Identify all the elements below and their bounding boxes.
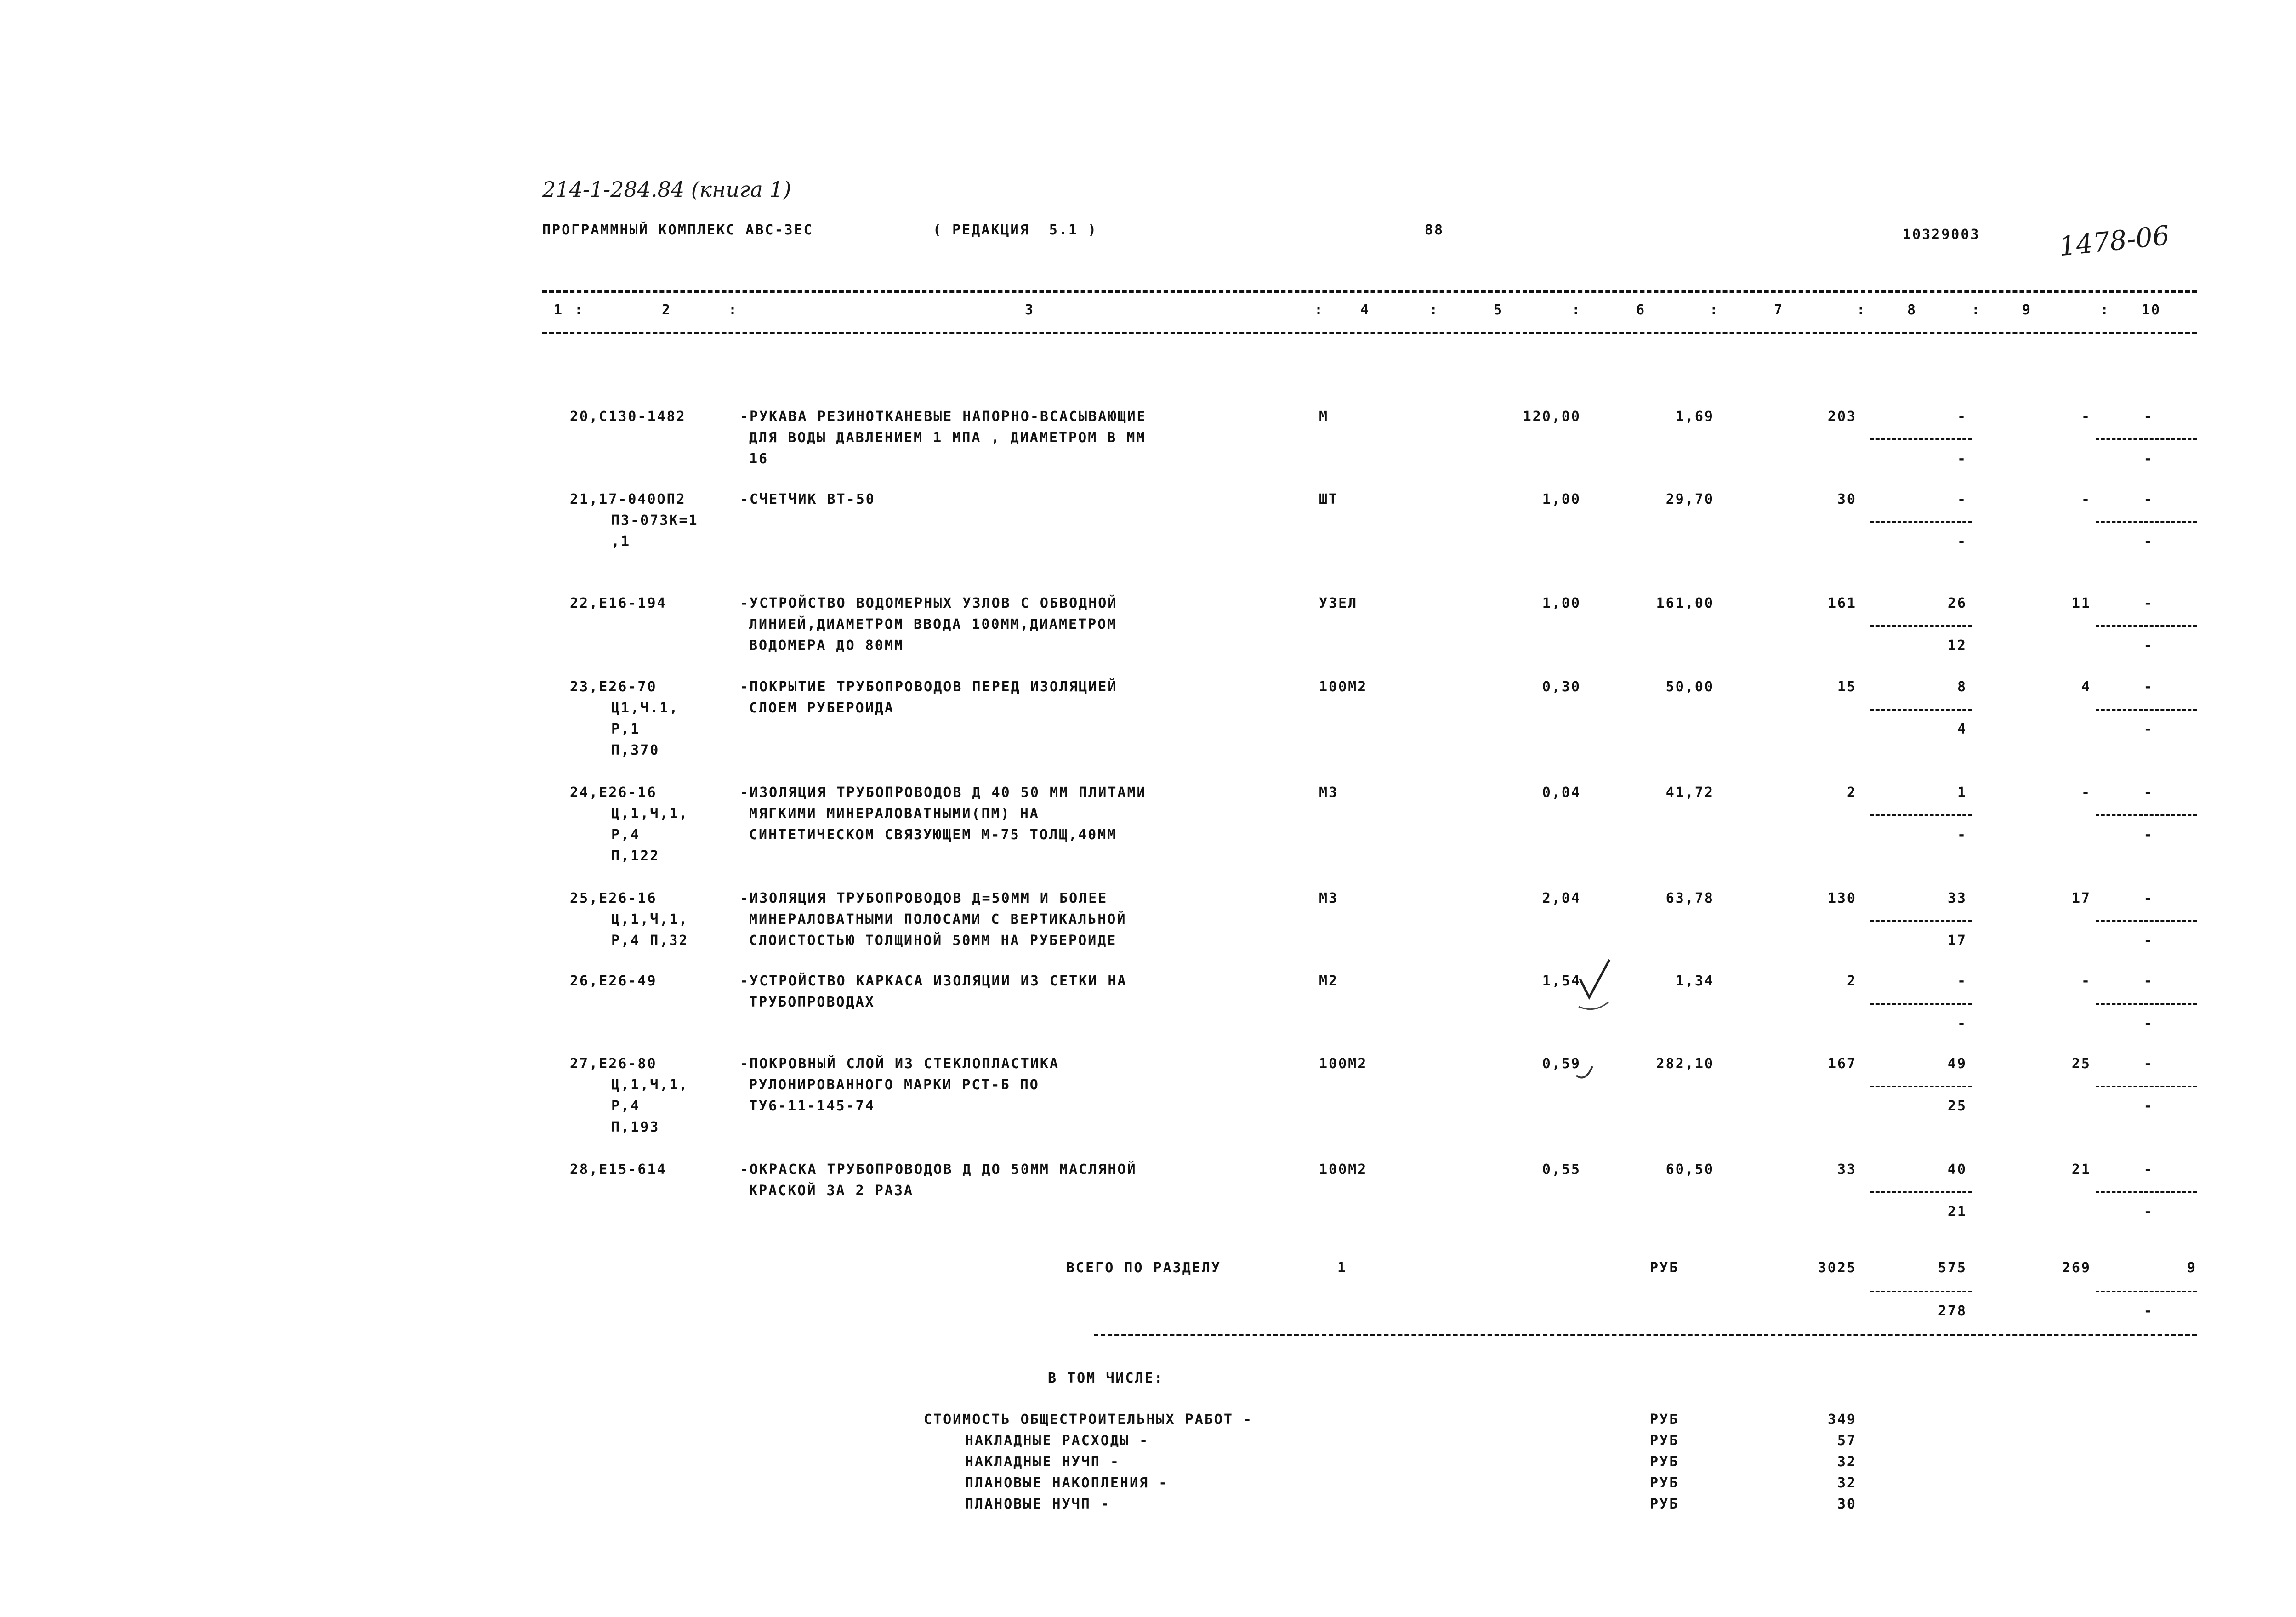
row-col8-rule [1870, 521, 1972, 523]
summary-label: ВСЕГО ПО РАЗДЕЛУ [1066, 1260, 1221, 1276]
column-header-6: 6 [1636, 302, 1646, 318]
page-number: 88 [1425, 222, 1444, 238]
breakdown-label: НАКЛАДНЫЕ НУЧП - [965, 1454, 1120, 1470]
checkmark-icon [1576, 956, 1613, 1011]
row-col8-rule [1870, 625, 1972, 627]
handwritten-number: 1478-06 [2057, 219, 2171, 262]
row-quantity: 120,00 [1523, 409, 1581, 425]
row-code: Ц,1,Ч,1, [611, 911, 689, 928]
summary-col8-bottom: 278 [1938, 1303, 1967, 1319]
row-code: Ц1,Ч.1, [611, 700, 679, 716]
row-quantity: 2,04 [1542, 890, 1581, 906]
row-col10-bottom: - [2143, 721, 2154, 737]
summary-col10-top: 9 [2187, 1260, 2197, 1276]
row-description: 16 [749, 451, 769, 467]
column-header-2: 2 [662, 302, 672, 318]
row-description: ВОДОМЕРА ДО 80ММ [749, 638, 904, 654]
breakdown-value: 32 [1837, 1454, 1857, 1470]
row-col9: 25 [2071, 1056, 2091, 1072]
row-description: -ИЗОЛЯЦИЯ ТРУБОПРОВОДОВ Д 40 50 ММ ПЛИТАМИ [740, 785, 1147, 801]
row-description: СИНТЕТИЧЕСКОМ СВЯЗУЮЩЕМ М-75 ТОЛЩ,40ММ [749, 827, 1117, 843]
row-col8-rule [1870, 1191, 1972, 1193]
summary-rule [1094, 1334, 2197, 1336]
row-total: 33 [1837, 1162, 1857, 1178]
row-code: Р,4 П,32 [611, 933, 689, 949]
row-col10-rule [2096, 521, 2197, 523]
row-price: 1,69 [1675, 409, 1714, 425]
row-col10-top: - [2143, 973, 2154, 989]
column-header-1: 1 [554, 302, 564, 318]
row-col10-top: - [2143, 595, 2154, 611]
row-col8-bottom: 4 [1957, 721, 1967, 737]
row-col9: 11 [2071, 595, 2091, 611]
row-col8-rule [1870, 438, 1972, 440]
row-code: 23,Е26-70 [570, 679, 657, 695]
row-col8-bottom: 17 [1947, 933, 1967, 949]
row-code: Ц,1,Ч,1, [611, 806, 689, 822]
column-separator: : [574, 302, 585, 318]
summary-total: 3025 [1818, 1260, 1857, 1276]
row-code: Р,4 [611, 1098, 641, 1114]
column-separator: : [1572, 302, 1582, 318]
breakdown-heading: В ТОМ ЧИСЛЕ: [1048, 1370, 1164, 1386]
header-rule-top [542, 290, 2197, 293]
row-description: -ОКРАСКА ТРУБОПРОВОДОВ Д ДО 50ММ МАСЛЯНОЙ [740, 1162, 1137, 1178]
row-quantity: 0,59 [1542, 1056, 1581, 1072]
row-total: 167 [1827, 1056, 1857, 1072]
row-col8-top: 49 [1947, 1056, 1967, 1072]
row-col8-bottom: 25 [1947, 1098, 1967, 1114]
row-col10-top: - [2143, 890, 2154, 906]
row-col10-top: - [2143, 679, 2154, 695]
row-code: П,193 [611, 1119, 660, 1135]
row-total: 2 [1847, 785, 1857, 801]
row-quantity: 1,54 [1542, 973, 1581, 989]
breakdown-value: 32 [1837, 1475, 1857, 1491]
row-unit: 100М2 [1319, 1162, 1368, 1178]
row-code: 20,С130-1482 [570, 409, 686, 425]
row-quantity: 1,00 [1542, 491, 1581, 507]
row-description: -ИЗОЛЯЦИЯ ТРУБОПРОВОДОВ Д=50ММ И БОЛЕЕ [740, 890, 1108, 906]
row-col8-bottom: 21 [1947, 1204, 1967, 1220]
row-code: 22,Е16-194 [570, 595, 667, 611]
row-col8-top: 40 [1947, 1162, 1967, 1178]
row-description: -УСТРОЙСТВО ВОДОМЕРНЫХ УЗЛОВ С ОБВОДНОЙ [740, 595, 1118, 611]
row-col10-top: - [2143, 1056, 2154, 1072]
row-unit: М2 [1319, 973, 1339, 989]
row-col8-rule [1870, 920, 1972, 922]
row-price: 29,70 [1665, 491, 1714, 507]
row-col9: - [2081, 973, 2091, 989]
row-description: ДЛЯ ВОДЫ ДАВЛЕНИЕМ 1 МПА , ДИАМЕТРОМ В ММ [749, 430, 1146, 446]
row-col8-top: - [1957, 973, 1967, 989]
row-col10-top: - [2143, 785, 2154, 801]
summary-col10-bottom: - [2143, 1303, 2154, 1319]
row-col8-bottom: - [1957, 1015, 1967, 1031]
column-separator: : [1972, 302, 1982, 318]
row-col10-bottom: - [2143, 1098, 2154, 1114]
row-quantity: 0,30 [1542, 679, 1581, 695]
row-col8-top: 33 [1947, 890, 1967, 906]
row-unit: М3 [1319, 890, 1339, 906]
column-separator: : [728, 302, 739, 318]
row-description: ТУ6-11-145-74 [749, 1098, 875, 1114]
row-total: 2 [1847, 973, 1857, 989]
row-code: Р,4 [611, 827, 641, 843]
breakdown-label: ПЛАНОВЫЕ НАКОПЛЕНИЯ - [965, 1475, 1169, 1491]
row-quantity: 0,04 [1542, 785, 1581, 801]
breakdown-unit: РУБ [1650, 1496, 1679, 1512]
row-col10-bottom: - [2143, 1015, 2154, 1031]
summary-unit: РУБ [1650, 1260, 1679, 1276]
row-description: ЛИНИЕЙ,ДИАМЕТРОМ ВВОДА 100ММ,ДИАМЕТРОМ [749, 616, 1117, 632]
row-code: П3-073К=1 [611, 512, 699, 529]
breakdown-label: НАКЛАДНЫЕ РАСХОДЫ - [965, 1433, 1149, 1449]
row-description: МИНЕРАЛОВАТНЫМИ ПОЛОСАМИ С ВЕРТИКАЛЬНОЙ [749, 911, 1127, 928]
row-description: СЛОИСТОСТЬЮ ТОЛЩИНОЙ 50ММ НА РУБЕРОИДЕ [749, 933, 1117, 949]
row-col10-bottom: - [2143, 534, 2154, 550]
summary-col8-rule [1870, 1291, 1972, 1292]
row-col10-top: - [2143, 1162, 2154, 1178]
summary-col8-top: 575 [1938, 1260, 1967, 1276]
summary-col10-rule [2096, 1291, 2197, 1292]
column-header-8: 8 [1907, 302, 1917, 318]
row-col10-top: - [2143, 491, 2154, 507]
column-header-5: 5 [1494, 302, 1504, 318]
column-header-9: 9 [2022, 302, 2032, 318]
row-col10-rule [2096, 438, 2197, 440]
row-col10-bottom: - [2143, 1204, 2154, 1220]
row-price: 161,00 [1656, 595, 1714, 611]
row-code: 28,Е15-614 [570, 1162, 667, 1178]
breakdown-label: ПЛАНОВЫЕ НУЧП - [965, 1496, 1110, 1512]
column-separator: : [1710, 302, 1720, 318]
row-col10-bottom: - [2143, 451, 2154, 467]
column-separator: : [2100, 302, 2110, 318]
row-total: 15 [1837, 679, 1857, 695]
row-col8-rule [1870, 1086, 1972, 1087]
column-header-4: 4 [1360, 302, 1370, 318]
row-total: 30 [1837, 491, 1857, 507]
row-col10-bottom: - [2143, 638, 2154, 654]
row-description: ТРУБОПРОВОДАХ [749, 994, 875, 1010]
column-separator: : [1429, 302, 1439, 318]
row-description: КРАСКОЙ ЗА 2 РАЗА [749, 1183, 914, 1199]
row-description: -ПОКРОВНЫЙ СЛОЙ ИЗ СТЕКЛОПЛАСТИКА [740, 1056, 1060, 1072]
row-price: 60,50 [1665, 1162, 1714, 1178]
column-header-10: 10 [2142, 302, 2161, 318]
breakdown-label: СТОИМОСТЬ ОБЩЕСТРОИТЕЛЬНЫХ РАБОТ - [924, 1412, 1253, 1428]
row-col10-top: - [2143, 409, 2154, 425]
pencil-mark-icon [1572, 1057, 1599, 1085]
row-description: СЛОЕМ РУБЕРОИДА [749, 700, 894, 716]
row-description: -СЧЕТЧИК ВТ-50 [740, 491, 875, 507]
row-price: 41,72 [1665, 785, 1714, 801]
row-col8-top: - [1957, 409, 1967, 425]
row-col10-rule [2096, 625, 2197, 627]
row-col10-rule [2096, 1086, 2197, 1087]
document-code: 10329003 [1903, 227, 1980, 243]
row-col9: 21 [2071, 1162, 2091, 1178]
row-col8-bottom: - [1957, 451, 1967, 467]
row-col10-rule [2096, 709, 2197, 711]
row-description: РУЛОНИРОВАННОГО МАРКИ РСТ-Б ПО [749, 1077, 1040, 1093]
breakdown-value: 349 [1827, 1412, 1857, 1428]
row-quantity: 1,00 [1542, 595, 1581, 611]
row-unit: УЗЕЛ [1319, 595, 1358, 611]
row-unit: ШТ [1319, 491, 1339, 507]
handwritten-reference: 214-1-284.84 (книга 1) [542, 177, 791, 202]
column-separator: : [1857, 302, 1867, 318]
row-col9: 4 [2081, 679, 2091, 695]
row-price: 282,10 [1656, 1056, 1714, 1072]
row-description: -РУКАВА РЕЗИНОТКАНЕВЫЕ НАПОРНО-ВСАСЫВАЮЩИЕ [740, 409, 1147, 425]
row-price: 63,78 [1665, 890, 1714, 906]
row-price: 1,34 [1675, 973, 1714, 989]
row-col10-bottom: - [2143, 827, 2154, 843]
breakdown-unit: РУБ [1650, 1475, 1679, 1491]
row-col8-top: 26 [1947, 595, 1967, 611]
row-col9: - [2081, 785, 2091, 801]
row-code: П,370 [611, 742, 660, 758]
row-unit: 100М2 [1319, 679, 1368, 695]
row-code: 27,Е26-80 [570, 1056, 657, 1072]
row-col10-rule [2096, 814, 2197, 816]
row-code: 21,17-040ОП2 [570, 491, 686, 507]
program-name: ПРОГРАММНЫЙ КОМПЛЕКС АВС-3ЕС [542, 222, 813, 238]
header-rule-bottom [542, 332, 2197, 334]
row-code: 26,Е26-49 [570, 973, 657, 989]
row-col8-rule [1870, 709, 1972, 711]
breakdown-value: 30 [1837, 1496, 1857, 1512]
breakdown-value: 57 [1837, 1433, 1857, 1449]
row-col10-bottom: - [2143, 933, 2154, 949]
row-col8-bottom: - [1957, 827, 1967, 843]
row-code: 25,Е26-16 [570, 890, 657, 906]
row-col8-bottom: - [1957, 534, 1967, 550]
breakdown-unit: РУБ [1650, 1433, 1679, 1449]
edition-label: ( РЕДАКЦИЯ 5.1 ) [933, 222, 1098, 238]
row-col9: 17 [2071, 890, 2091, 906]
row-col8-rule [1870, 1003, 1972, 1005]
row-col10-rule [2096, 920, 2197, 922]
summary-section: 1 [1337, 1260, 1347, 1276]
row-unit: М [1319, 409, 1329, 425]
breakdown-unit: РУБ [1650, 1412, 1679, 1428]
row-total: 203 [1827, 409, 1857, 425]
row-code: П,122 [611, 848, 660, 864]
row-code: Ц,1,Ч,1, [611, 1077, 689, 1093]
column-separator: : [1314, 302, 1324, 318]
row-col10-rule [2096, 1191, 2197, 1193]
row-description: МЯГКИМИ МИНЕРАЛОВАТНЫМИ(ПМ) НА [749, 806, 1040, 822]
column-header-3: 3 [1025, 302, 1035, 318]
column-header-7: 7 [1774, 302, 1784, 318]
row-description: -ПОКРЫТИЕ ТРУБОПРОВОДОВ ПЕРЕД ИЗОЛЯЦИЕЙ [740, 679, 1118, 695]
row-col9: - [2081, 409, 2091, 425]
row-total: 161 [1827, 595, 1857, 611]
row-col8-top: 8 [1957, 679, 1967, 695]
row-col8-top: 1 [1957, 785, 1967, 801]
row-code: 24,Е26-16 [570, 785, 657, 801]
row-code: Р,1 [611, 721, 641, 737]
row-unit: 100М2 [1319, 1056, 1368, 1072]
row-price: 50,00 [1665, 679, 1714, 695]
row-col8-bottom: 12 [1947, 638, 1967, 654]
row-col9: - [2081, 491, 2091, 507]
row-col8-top: - [1957, 491, 1967, 507]
row-col8-rule [1870, 814, 1972, 816]
row-unit: М3 [1319, 785, 1339, 801]
row-quantity: 0,55 [1542, 1162, 1581, 1178]
breakdown-unit: РУБ [1650, 1454, 1679, 1470]
summary-col9: 269 [2062, 1260, 2091, 1276]
row-code: ,1 [611, 534, 631, 550]
row-col10-rule [2096, 1003, 2197, 1005]
row-total: 130 [1827, 890, 1857, 906]
row-description: -УСТРОЙСТВО КАРКАСА ИЗОЛЯЦИИ ИЗ СЕТКИ НА [740, 973, 1127, 989]
